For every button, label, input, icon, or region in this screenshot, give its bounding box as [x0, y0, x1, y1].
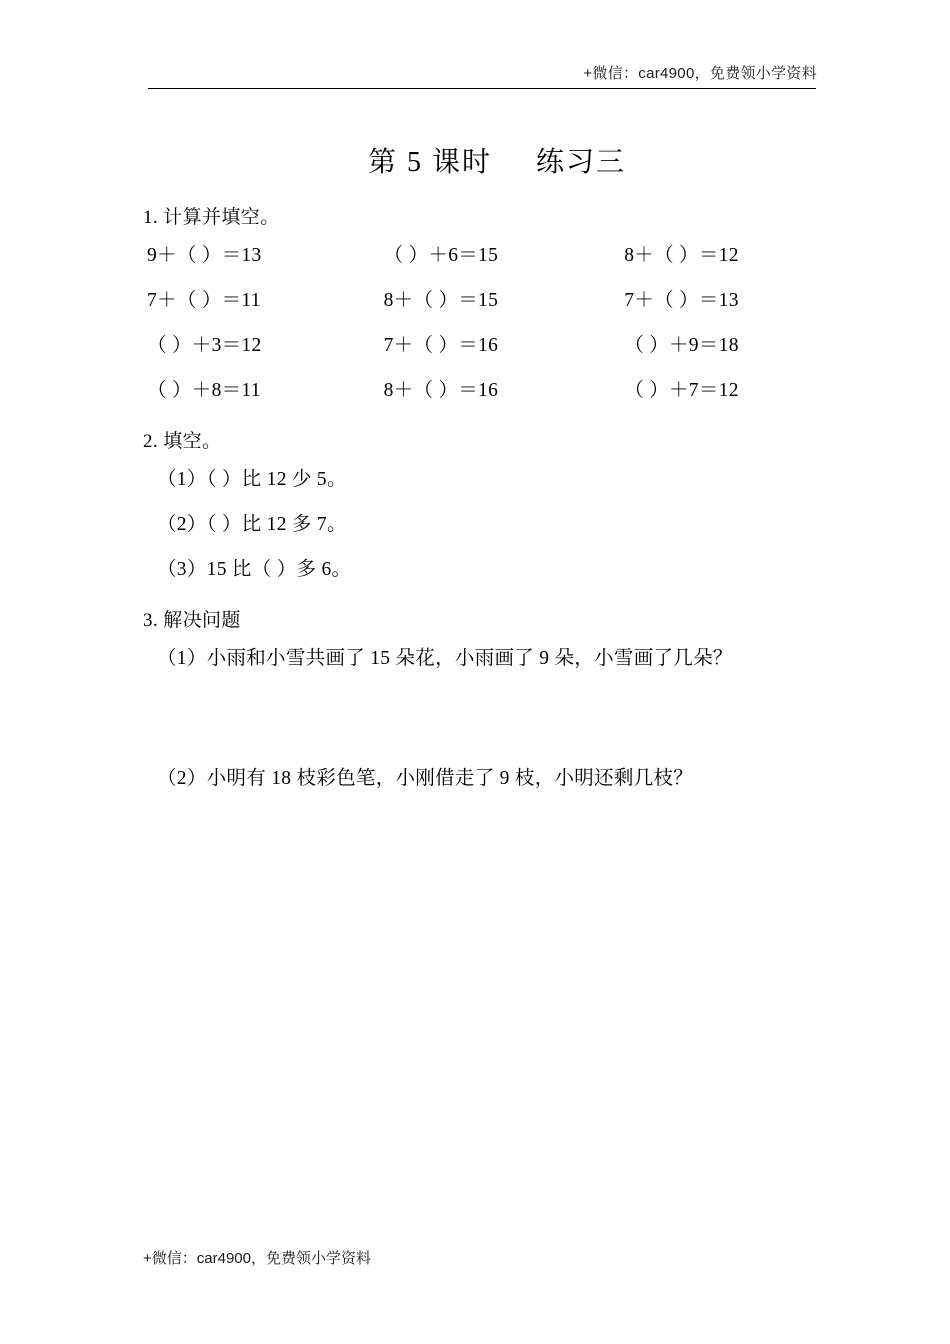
list-item: （1）小雨和小雪共画了 15 朵花，小雨画了 9 朵，小雪画了几朵？ — [157, 648, 733, 669]
equation-item: 8＋（ ）＝15 — [383, 290, 499, 311]
equation-row — [143, 329, 833, 357]
equation-item: （ ）＋8＝11 — [147, 380, 261, 401]
list-item: （3）15 比（ ）多 6。 — [157, 559, 352, 580]
fill-in-blank-list — [143, 463, 833, 581]
equation-item: 8＋（ ）＝16 — [383, 380, 499, 401]
equation-item: （ ）＋6＝15 — [383, 245, 499, 266]
equation-row — [143, 374, 833, 402]
equation-item: （ ）＋3＝12 — [147, 335, 262, 356]
equation-row — [143, 284, 833, 312]
equation-item: 7＋（ ）＝16 — [383, 335, 499, 356]
page-title-lesson: 第 5 课时 — [367, 147, 492, 178]
equation-row — [143, 239, 833, 267]
page-title-name: 练习三 — [536, 147, 627, 178]
list-item: （2）小明有 18 枝彩色笔，小刚借走了 9 枝，小明还剩几枝？ — [157, 768, 694, 789]
footer-watermark: +微信：car4900，免费领小学资料 — [143, 1250, 371, 1267]
equation-item: 8＋（ ）＝12 — [624, 245, 739, 266]
page-title — [143, 140, 833, 180]
answer-space — [143, 670, 833, 762]
equation-item: 9＋（ ）＝13 — [147, 245, 262, 266]
list-item: （1）（ ）比 12 少 5。 — [157, 469, 347, 490]
section-1-heading: 1. 计算并填空。 — [143, 207, 280, 228]
section-2-heading: 2. 填空。 — [143, 431, 222, 452]
header-watermark: +微信：car4900，免费领小学资料 — [583, 65, 817, 82]
document-content — [143, 140, 833, 790]
list-item: （2）（ ）比 12 多 7。 — [157, 514, 347, 535]
equation-item: 7＋（ ）＝11 — [147, 290, 261, 311]
equation-item: （ ）＋9＝18 — [624, 335, 739, 356]
equation-item: （ ）＋7＝12 — [624, 380, 739, 401]
equation-item: 7＋（ ）＝13 — [624, 290, 739, 311]
section-3-heading: 3. 解决问题 — [143, 610, 241, 631]
header-divider — [148, 88, 816, 89]
